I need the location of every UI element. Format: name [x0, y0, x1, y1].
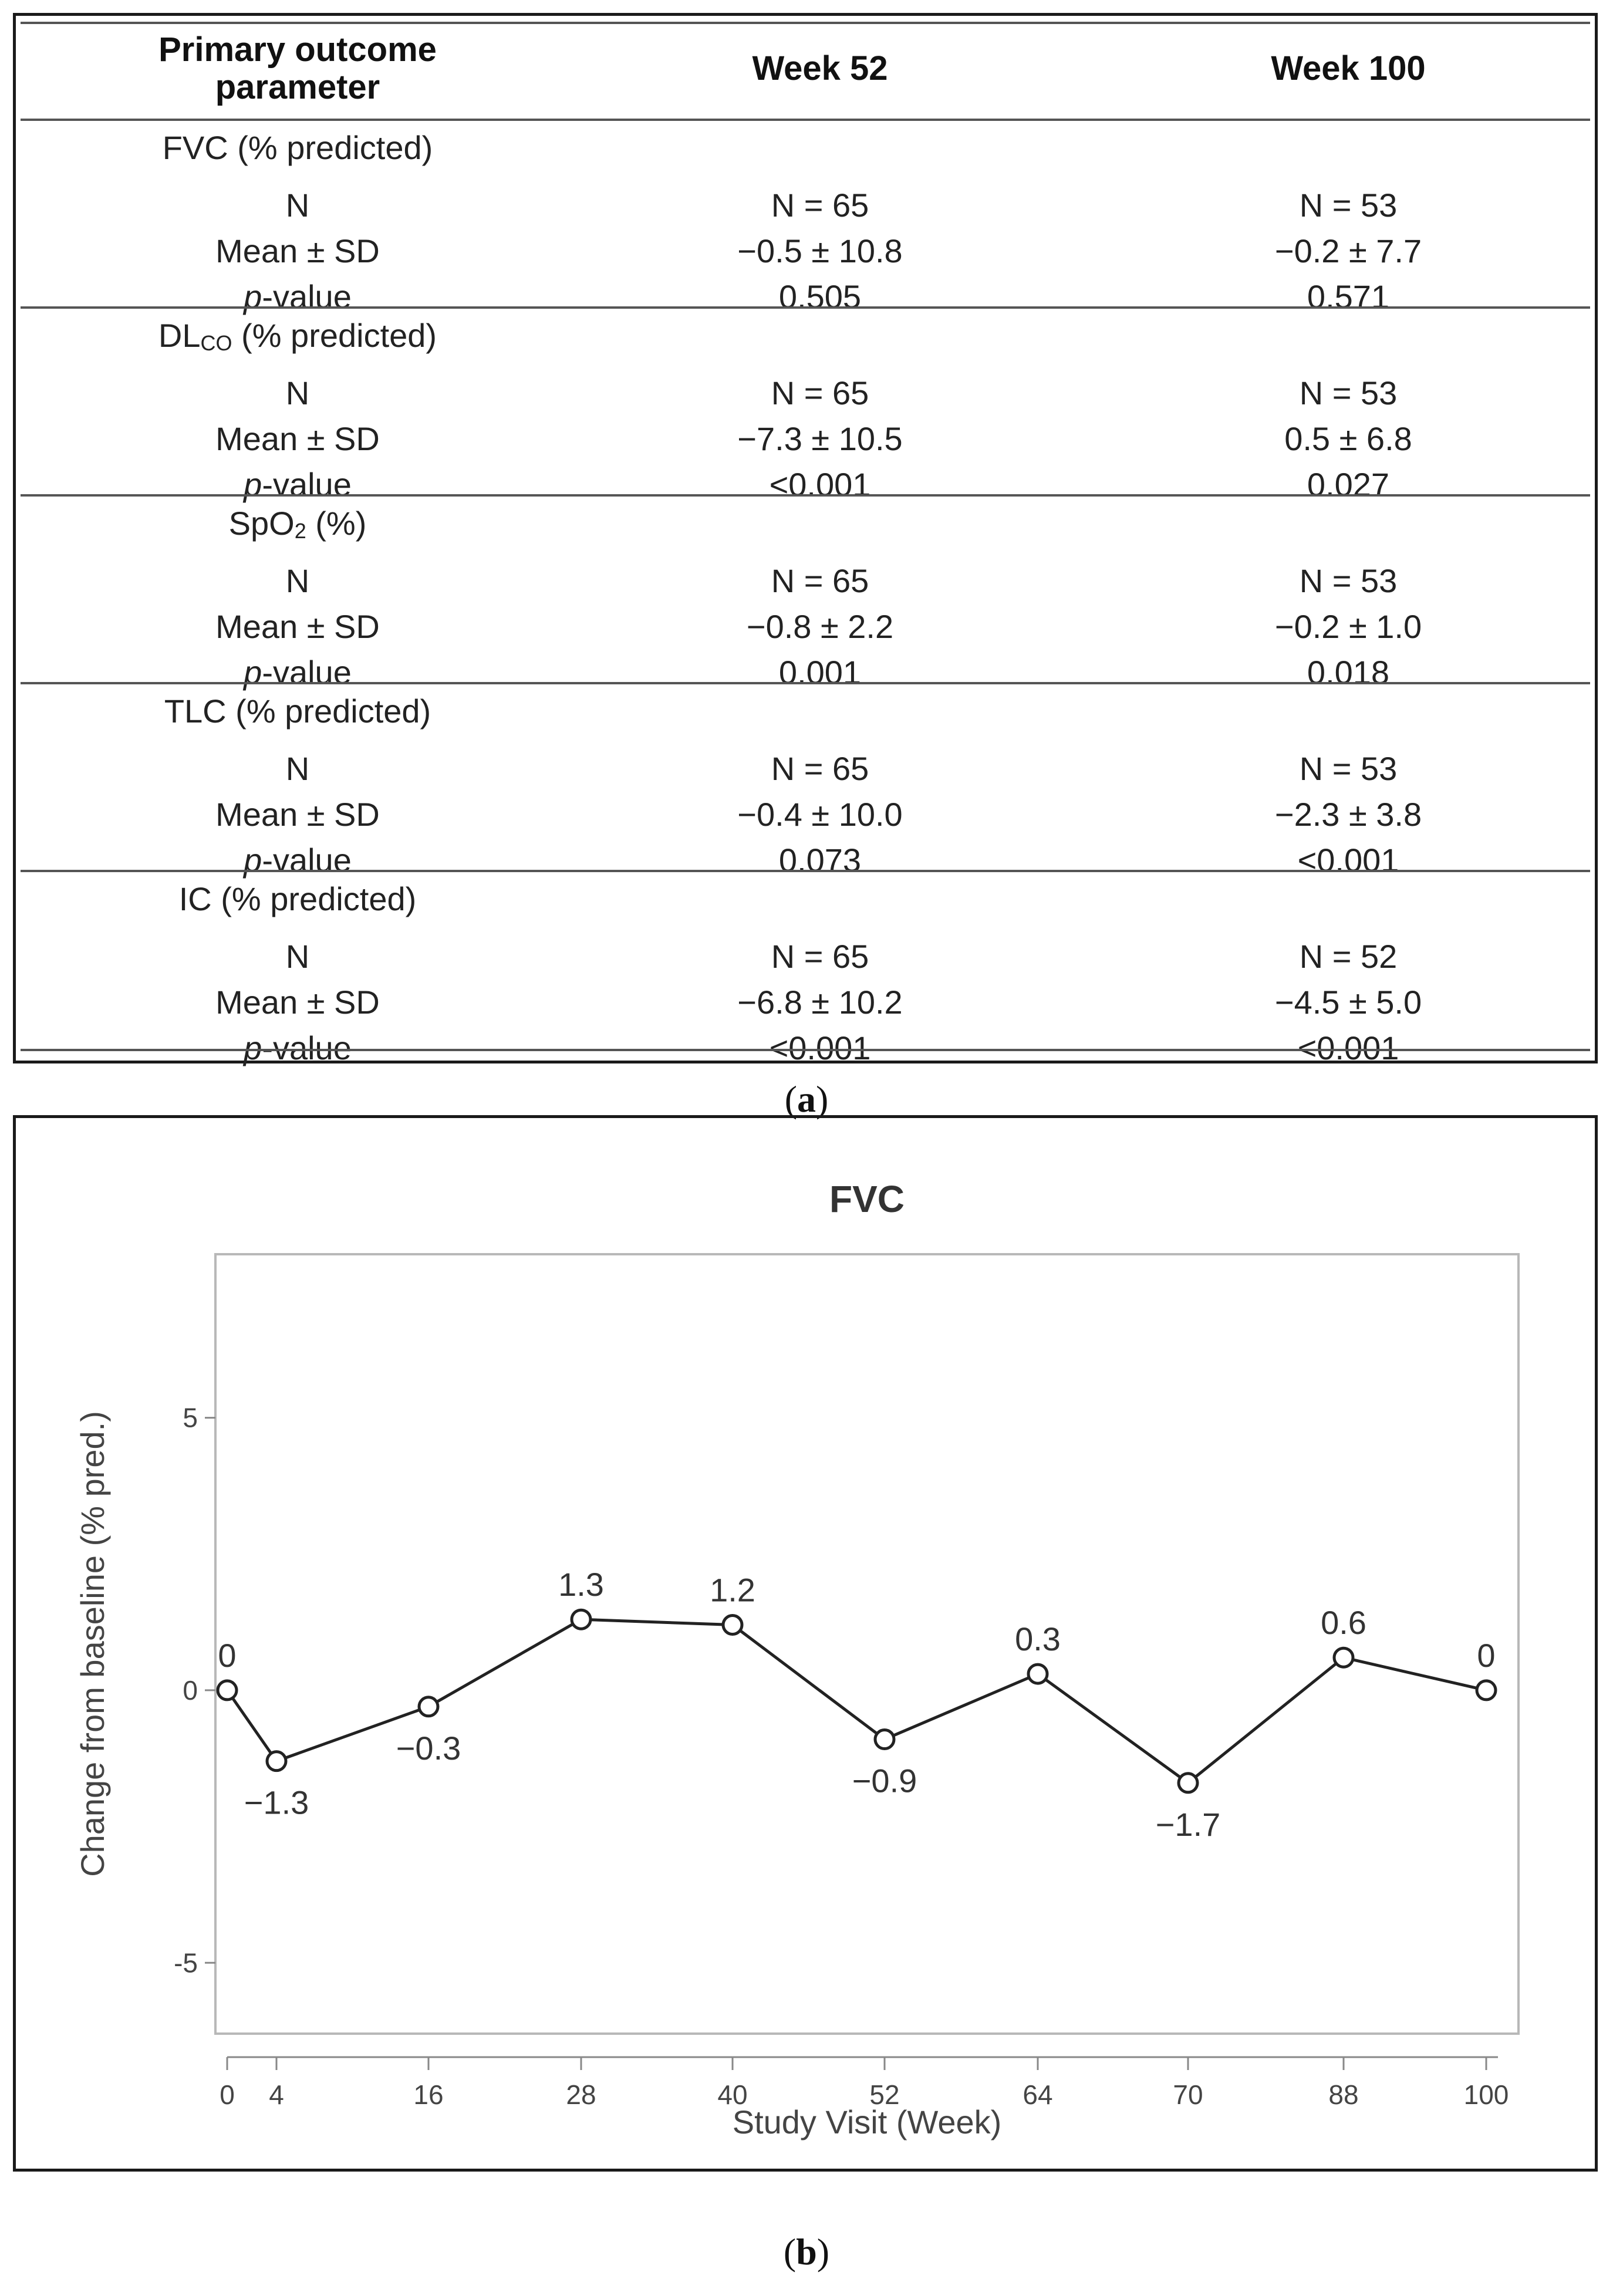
week52-mean-sd: −6.8 ± 10.2 [737, 984, 903, 1021]
section-divider [21, 682, 1590, 684]
data-point-label: −0.3 [396, 1729, 461, 1767]
data-point-marker [267, 1752, 286, 1771]
week52-mean-sd: −0.8 ± 2.2 [746, 608, 894, 645]
data-point-marker [1028, 1664, 1047, 1683]
caption-a: (a) [784, 1078, 829, 1120]
row-label-n: N [285, 562, 310, 599]
x-axis-label: Study Visit (Week) [732, 2103, 1002, 2140]
week52-p-value: <0.001 [769, 1029, 871, 1066]
data-point-label: 0.3 [1015, 1620, 1061, 1658]
data-point-marker [723, 1615, 742, 1634]
x-tick-label: 16 [413, 2079, 444, 2110]
week52-p-value: 0.001 [778, 654, 862, 691]
week100-mean-sd: 0.5 ± 6.8 [1284, 420, 1412, 457]
data-point-marker [572, 1610, 590, 1629]
p-suffix: -value [262, 1029, 352, 1066]
week52-p-value: <0.001 [769, 466, 871, 503]
week52-n: N = 65 [771, 187, 869, 224]
week100-p-value: <0.001 [1297, 1029, 1399, 1066]
data-point-label: 0 [218, 1636, 237, 1674]
table-header-rule [21, 119, 1590, 121]
row-label-mean-sd: Mean ± SD [215, 984, 380, 1021]
data-point-marker [1179, 1774, 1197, 1792]
week52-p-value: 0.073 [778, 842, 862, 879]
row-label-n: N [285, 750, 310, 787]
data-point-label: −1.7 [1155, 1805, 1221, 1843]
header-parameter-line2: parameter [215, 68, 380, 106]
outcome-table-panel [13, 13, 1598, 1066]
row-label-p-value [122, 842, 474, 879]
x-tick-label: 0 [220, 2079, 235, 2110]
data-point-label: −1.3 [244, 1784, 309, 1821]
week52-n: N = 65 [771, 750, 869, 787]
row-label-mean-sd: Mean ± SD [215, 420, 380, 457]
week100-n: N = 53 [1299, 374, 1398, 411]
section-title-rest: (% predicted) [232, 317, 437, 354]
x-tick-label: 4 [269, 2079, 284, 2110]
section-title-main: DL [158, 317, 201, 354]
section-title-subscript: 2 [294, 519, 306, 543]
week52-p-value: 0.505 [778, 278, 862, 315]
row-label-n: N [285, 187, 310, 224]
row-label-p-value [122, 278, 474, 316]
chart-title: FVC [829, 1178, 905, 1220]
p-suffix: -value [262, 842, 352, 879]
x-tick-label: 40 [717, 2079, 748, 2110]
p-italic: p [244, 654, 262, 691]
week100-mean-sd: −2.3 ± 3.8 [1274, 796, 1422, 833]
section-divider [21, 494, 1590, 497]
caption-b: (b) [783, 2231, 830, 2273]
y-axis-label: Change from baseline (% pred.) [74, 1411, 111, 1877]
data-point-marker [875, 1730, 894, 1749]
table-top-rule [21, 22, 1590, 24]
x-tick-label: 100 [1463, 2079, 1509, 2110]
row-label-p-value [122, 654, 474, 691]
week52-n: N = 65 [771, 562, 869, 599]
row-label-mean-sd: Mean ± SD [215, 796, 380, 833]
section-title-subscript: CO [200, 331, 232, 355]
header-week100: Week 100 [1271, 49, 1426, 87]
p-italic: p [244, 278, 262, 315]
p-suffix: -value [262, 466, 352, 503]
p-suffix: -value [262, 654, 352, 691]
section-title [110, 317, 485, 362]
week100-mean-sd: −0.2 ± 1.0 [1274, 608, 1422, 645]
data-point-label: 0.6 [1321, 1604, 1366, 1642]
section-title [110, 505, 485, 550]
week100-mean-sd: −0.2 ± 7.7 [1274, 232, 1422, 269]
week52-mean-sd: −0.5 ± 10.8 [737, 232, 903, 269]
x-tick-label: 28 [566, 2079, 596, 2110]
week100-p-value: 0.571 [1307, 278, 1390, 315]
week100-n: N = 53 [1299, 187, 1398, 224]
section-title: IC (% predicted) [178, 880, 417, 917]
x-tick-label: 70 [1173, 2079, 1203, 2110]
week52-n: N = 65 [771, 374, 869, 411]
week52-n: N = 65 [771, 938, 869, 975]
week100-p-value: 0.027 [1307, 466, 1390, 503]
x-tick-label: 52 [869, 2079, 900, 2110]
week100-p-value: 0.018 [1307, 654, 1390, 691]
header-parameter-line1: Primary outcome [158, 31, 437, 69]
row-label-mean-sd: Mean ± SD [215, 608, 380, 645]
x-tick-label: 88 [1328, 2079, 1359, 2110]
x-tick-label: 64 [1023, 2079, 1053, 2110]
plot-area-frame [215, 1254, 1518, 2034]
y-tick-label: -5 [174, 1947, 198, 1978]
header-week52: Week 52 [752, 49, 888, 87]
section-title: FVC (% predicted) [162, 129, 433, 166]
p-italic: p [244, 466, 262, 503]
header-parameter [86, 31, 509, 106]
week100-n: N = 52 [1299, 938, 1398, 975]
table-bottom-rule [21, 1049, 1590, 1051]
data-point-label: −0.9 [852, 1762, 917, 1799]
data-point-label: 0 [1477, 1636, 1496, 1674]
data-point-marker [1334, 1648, 1353, 1667]
row-label-n: N [285, 374, 310, 411]
p-italic: p [244, 1029, 262, 1066]
fvc-chart-panel [13, 1115, 1598, 2172]
data-point-marker [419, 1697, 438, 1716]
fvc-chart [16, 1118, 1595, 2169]
section-divider [21, 870, 1590, 872]
section-title: TLC (% predicted) [164, 693, 431, 730]
section-title-main: SpO [228, 505, 295, 542]
week52-mean-sd: −7.3 ± 10.5 [737, 420, 903, 457]
data-point-marker [218, 1681, 237, 1700]
row-label-mean-sd: Mean ± SD [215, 232, 380, 269]
y-tick-label: 5 [183, 1402, 198, 1433]
week100-n: N = 53 [1299, 562, 1398, 599]
data-point-label: 1.3 [558, 1566, 604, 1603]
section-divider [21, 306, 1590, 309]
data-point-label: 1.2 [710, 1571, 755, 1609]
y-tick-label: 0 [183, 1674, 198, 1706]
row-label-p-value [122, 466, 474, 504]
row-label-p-value [122, 1029, 474, 1067]
section-title-rest: (%) [306, 505, 367, 542]
week52-mean-sd: −0.4 ± 10.0 [737, 796, 903, 833]
data-point-marker [1477, 1681, 1496, 1700]
week100-n: N = 53 [1299, 750, 1398, 787]
week100-p-value: <0.001 [1297, 842, 1399, 879]
week100-mean-sd: −4.5 ± 5.0 [1274, 984, 1422, 1021]
row-label-n: N [285, 938, 310, 975]
p-italic: p [244, 842, 262, 879]
p-suffix: -value [262, 278, 352, 315]
